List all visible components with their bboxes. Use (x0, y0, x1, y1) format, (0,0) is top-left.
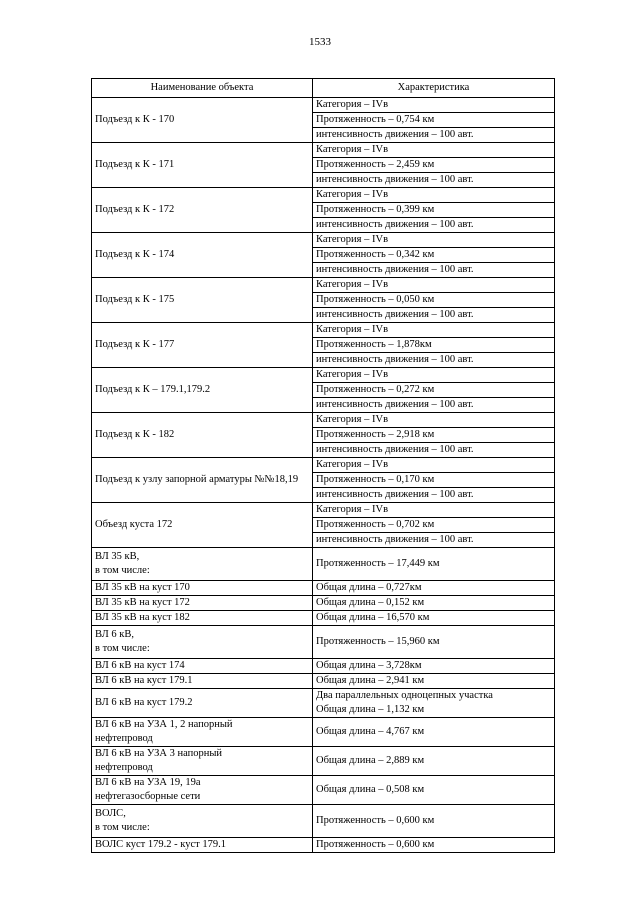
characteristic-cell: интенсивность движения – 100 авт. (313, 173, 555, 188)
object-name (92, 659, 313, 674)
object-name-line: ВЛ 6 кВ, (95, 629, 134, 640)
object-name (92, 838, 313, 853)
object-name (92, 596, 313, 611)
characteristic-cell: интенсивность движения – 100 авт. (313, 353, 555, 368)
object-name-line: ВЛ 6 кВ на УЗА 3 напорный (95, 748, 223, 759)
characteristic-cell: Категория – IVв (313, 503, 555, 518)
characteristic-cell: интенсивность движения – 100 авт. (313, 218, 555, 233)
object-name: Подъезд к К - 182 (92, 413, 313, 458)
characteristic-cell: интенсивность движения – 100 авт. (313, 443, 555, 458)
table-row (92, 323, 555, 338)
object-name (92, 674, 313, 689)
object-name: Подъезд к К - 174 (92, 233, 313, 278)
characteristic-cell (313, 659, 555, 674)
characteristic-cell: Категория – IVв (313, 188, 555, 203)
characteristic-cell: Категория – IVв (313, 233, 555, 248)
table-row (92, 581, 555, 596)
table-row (92, 659, 555, 674)
characteristic-cell: Категория – IVв (313, 413, 555, 428)
object-name: Подъезд к узлу запорной арматуры №№18,19 (92, 458, 313, 503)
characteristic-cell: Категория – IVв (313, 143, 555, 158)
table-row (92, 747, 555, 776)
table-row (92, 805, 555, 838)
objects-table (91, 78, 555, 853)
characteristic-line: Общая длина – 0,152 км (316, 597, 425, 608)
characteristic-cell: Категория – IVв (313, 98, 555, 113)
object-name: Подъезд к К - 177 (92, 323, 313, 368)
table-row (92, 503, 555, 518)
characteristic-line: Протяженность – 0,600 км (316, 839, 435, 850)
object-name-line: ВЛ 6 кВ на куст 179.1 (95, 675, 193, 686)
characteristic-cell (313, 805, 555, 838)
object-name-line: нефтепровод (95, 762, 153, 773)
table-row (92, 98, 555, 113)
object-name: Подъезд к К - 172 (92, 188, 313, 233)
object-name (92, 626, 313, 659)
characteristic-cell: Протяженность – 0,272 км (313, 383, 555, 398)
characteristic-cell: интенсивность движения – 100 авт. (313, 488, 555, 503)
characteristic-line: Протяженность – 15,960 км (316, 636, 440, 647)
object-name (92, 776, 313, 805)
object-name-line: ВЛ 35 кВ на куст 172 (95, 597, 190, 608)
table-row (92, 838, 555, 853)
characteristic-line: Общая длина – 0,508 км (316, 784, 425, 795)
object-name-line: ВЛ 35 кВ на куст 170 (95, 582, 190, 593)
characteristic-cell: Категория – IVв (313, 458, 555, 473)
characteristic-cell (313, 718, 555, 747)
characteristic-cell: Категория – IVв (313, 278, 555, 293)
characteristic-line: Общая длина – 2,941 км (316, 675, 425, 686)
characteristic-cell: Протяженность – 2,459 км (313, 158, 555, 173)
header-object: Наименование объекта (92, 79, 313, 98)
object-name-line: ВОЛС куст 179.2 - куст 179.1 (95, 839, 226, 850)
characteristic-cell (313, 838, 555, 853)
characteristic-line: Общая длина – 16,570 км (316, 612, 430, 623)
characteristic-cell: интенсивность движения – 100 авт. (313, 533, 555, 548)
table-row (92, 689, 555, 718)
object-name-line: ВЛ 6 кВ на куст 174 (95, 660, 185, 671)
page-number: 1533 (309, 36, 331, 48)
characteristic-line: Общая длина – 1,132 км (316, 704, 425, 715)
characteristic-cell (313, 581, 555, 596)
characteristic-cell: Протяженность – 0,050 км (313, 293, 555, 308)
characteristic-cell: Протяженность – 1,878км (313, 338, 555, 353)
characteristic-cell: Протяженность – 0,702 км (313, 518, 555, 533)
characteristic-line: Протяженность – 0,600 км (316, 815, 435, 826)
characteristic-cell: Протяженность – 0,170 км (313, 473, 555, 488)
object-name: Подъезд к К - 170 (92, 98, 313, 143)
object-name-line: ВЛ 35 кВ, (95, 551, 140, 562)
characteristic-cell: Протяженность – 2,918 км (313, 428, 555, 443)
characteristic-line: Общая длина – 2,889 км (316, 755, 425, 766)
characteristic-cell (313, 596, 555, 611)
object-name (92, 747, 313, 776)
characteristic-cell (313, 776, 555, 805)
object-name-line: ВЛ 35 кВ на куст 182 (95, 612, 190, 623)
table-row (92, 368, 555, 383)
object-name-line: ВЛ 6 кВ на УЗА 19, 19а (95, 777, 201, 788)
table-body (92, 98, 555, 853)
characteristic-line: Два параллельных одноцепных участка (316, 690, 493, 701)
characteristic-line: Общая длина – 4,767 км (316, 726, 425, 737)
table-row (92, 278, 555, 293)
characteristic-cell: Протяженность – 0,399 км (313, 203, 555, 218)
table-row (92, 718, 555, 747)
characteristic-cell: интенсивность движения – 100 авт. (313, 128, 555, 143)
characteristic-cell (313, 747, 555, 776)
table-row (92, 596, 555, 611)
object-name (92, 718, 313, 747)
characteristic-cell (313, 674, 555, 689)
characteristic-cell (313, 626, 555, 659)
object-name-line: в том числе: (95, 822, 150, 833)
characteristic-cell: Протяженность – 0,342 км (313, 248, 555, 263)
object-name-line: в том числе: (95, 565, 150, 576)
object-name: Объезд куста 172 (92, 503, 313, 548)
object-name (92, 611, 313, 626)
characteristic-cell: Протяженность – 0,754 км (313, 113, 555, 128)
characteristic-line: Протяженность – 17,449 км (316, 558, 440, 569)
table-row (92, 143, 555, 158)
table-row (92, 611, 555, 626)
object-name: Подъезд к К – 179.1,179.2 (92, 368, 313, 413)
characteristic-cell: интенсивность движения – 100 авт. (313, 398, 555, 413)
characteristic-cell (313, 548, 555, 581)
object-name-line: ВЛ 6 кВ на УЗА 1, 2 напорный (95, 719, 233, 730)
table-row (92, 548, 555, 581)
object-name: Подъезд к К - 175 (92, 278, 313, 323)
characteristic-cell (313, 611, 555, 626)
object-name (92, 581, 313, 596)
table-row (92, 674, 555, 689)
table-row (92, 413, 555, 428)
characteristic-cell: интенсивность движения – 100 авт. (313, 263, 555, 278)
object-name-line: нефтепровод (95, 733, 153, 744)
object-name-line: нефтегазосборные сети (95, 791, 201, 802)
characteristic-cell (313, 689, 555, 718)
header-characteristic: Характеристика (313, 79, 555, 98)
object-name-line: в том числе: (95, 643, 150, 654)
object-name-line: ВОЛС, (95, 808, 126, 819)
table-row (92, 188, 555, 203)
table-row (92, 776, 555, 805)
characteristic-cell: Категория – IVв (313, 368, 555, 383)
characteristic-line: Общая длина – 3,728км (316, 660, 422, 671)
table-row (92, 458, 555, 473)
object-name (92, 689, 313, 718)
object-name: Подъезд к К - 171 (92, 143, 313, 188)
characteristic-cell: Категория – IVв (313, 323, 555, 338)
object-name (92, 548, 313, 581)
characteristic-line: Общая длина – 0,727км (316, 582, 422, 593)
table-header-row (92, 79, 555, 98)
object-name-line: ВЛ 6 кВ на куст 179.2 (95, 697, 193, 708)
characteristic-cell: интенсивность движения – 100 авт. (313, 308, 555, 323)
table-row (92, 233, 555, 248)
table-row (92, 626, 555, 659)
object-name (92, 805, 313, 838)
